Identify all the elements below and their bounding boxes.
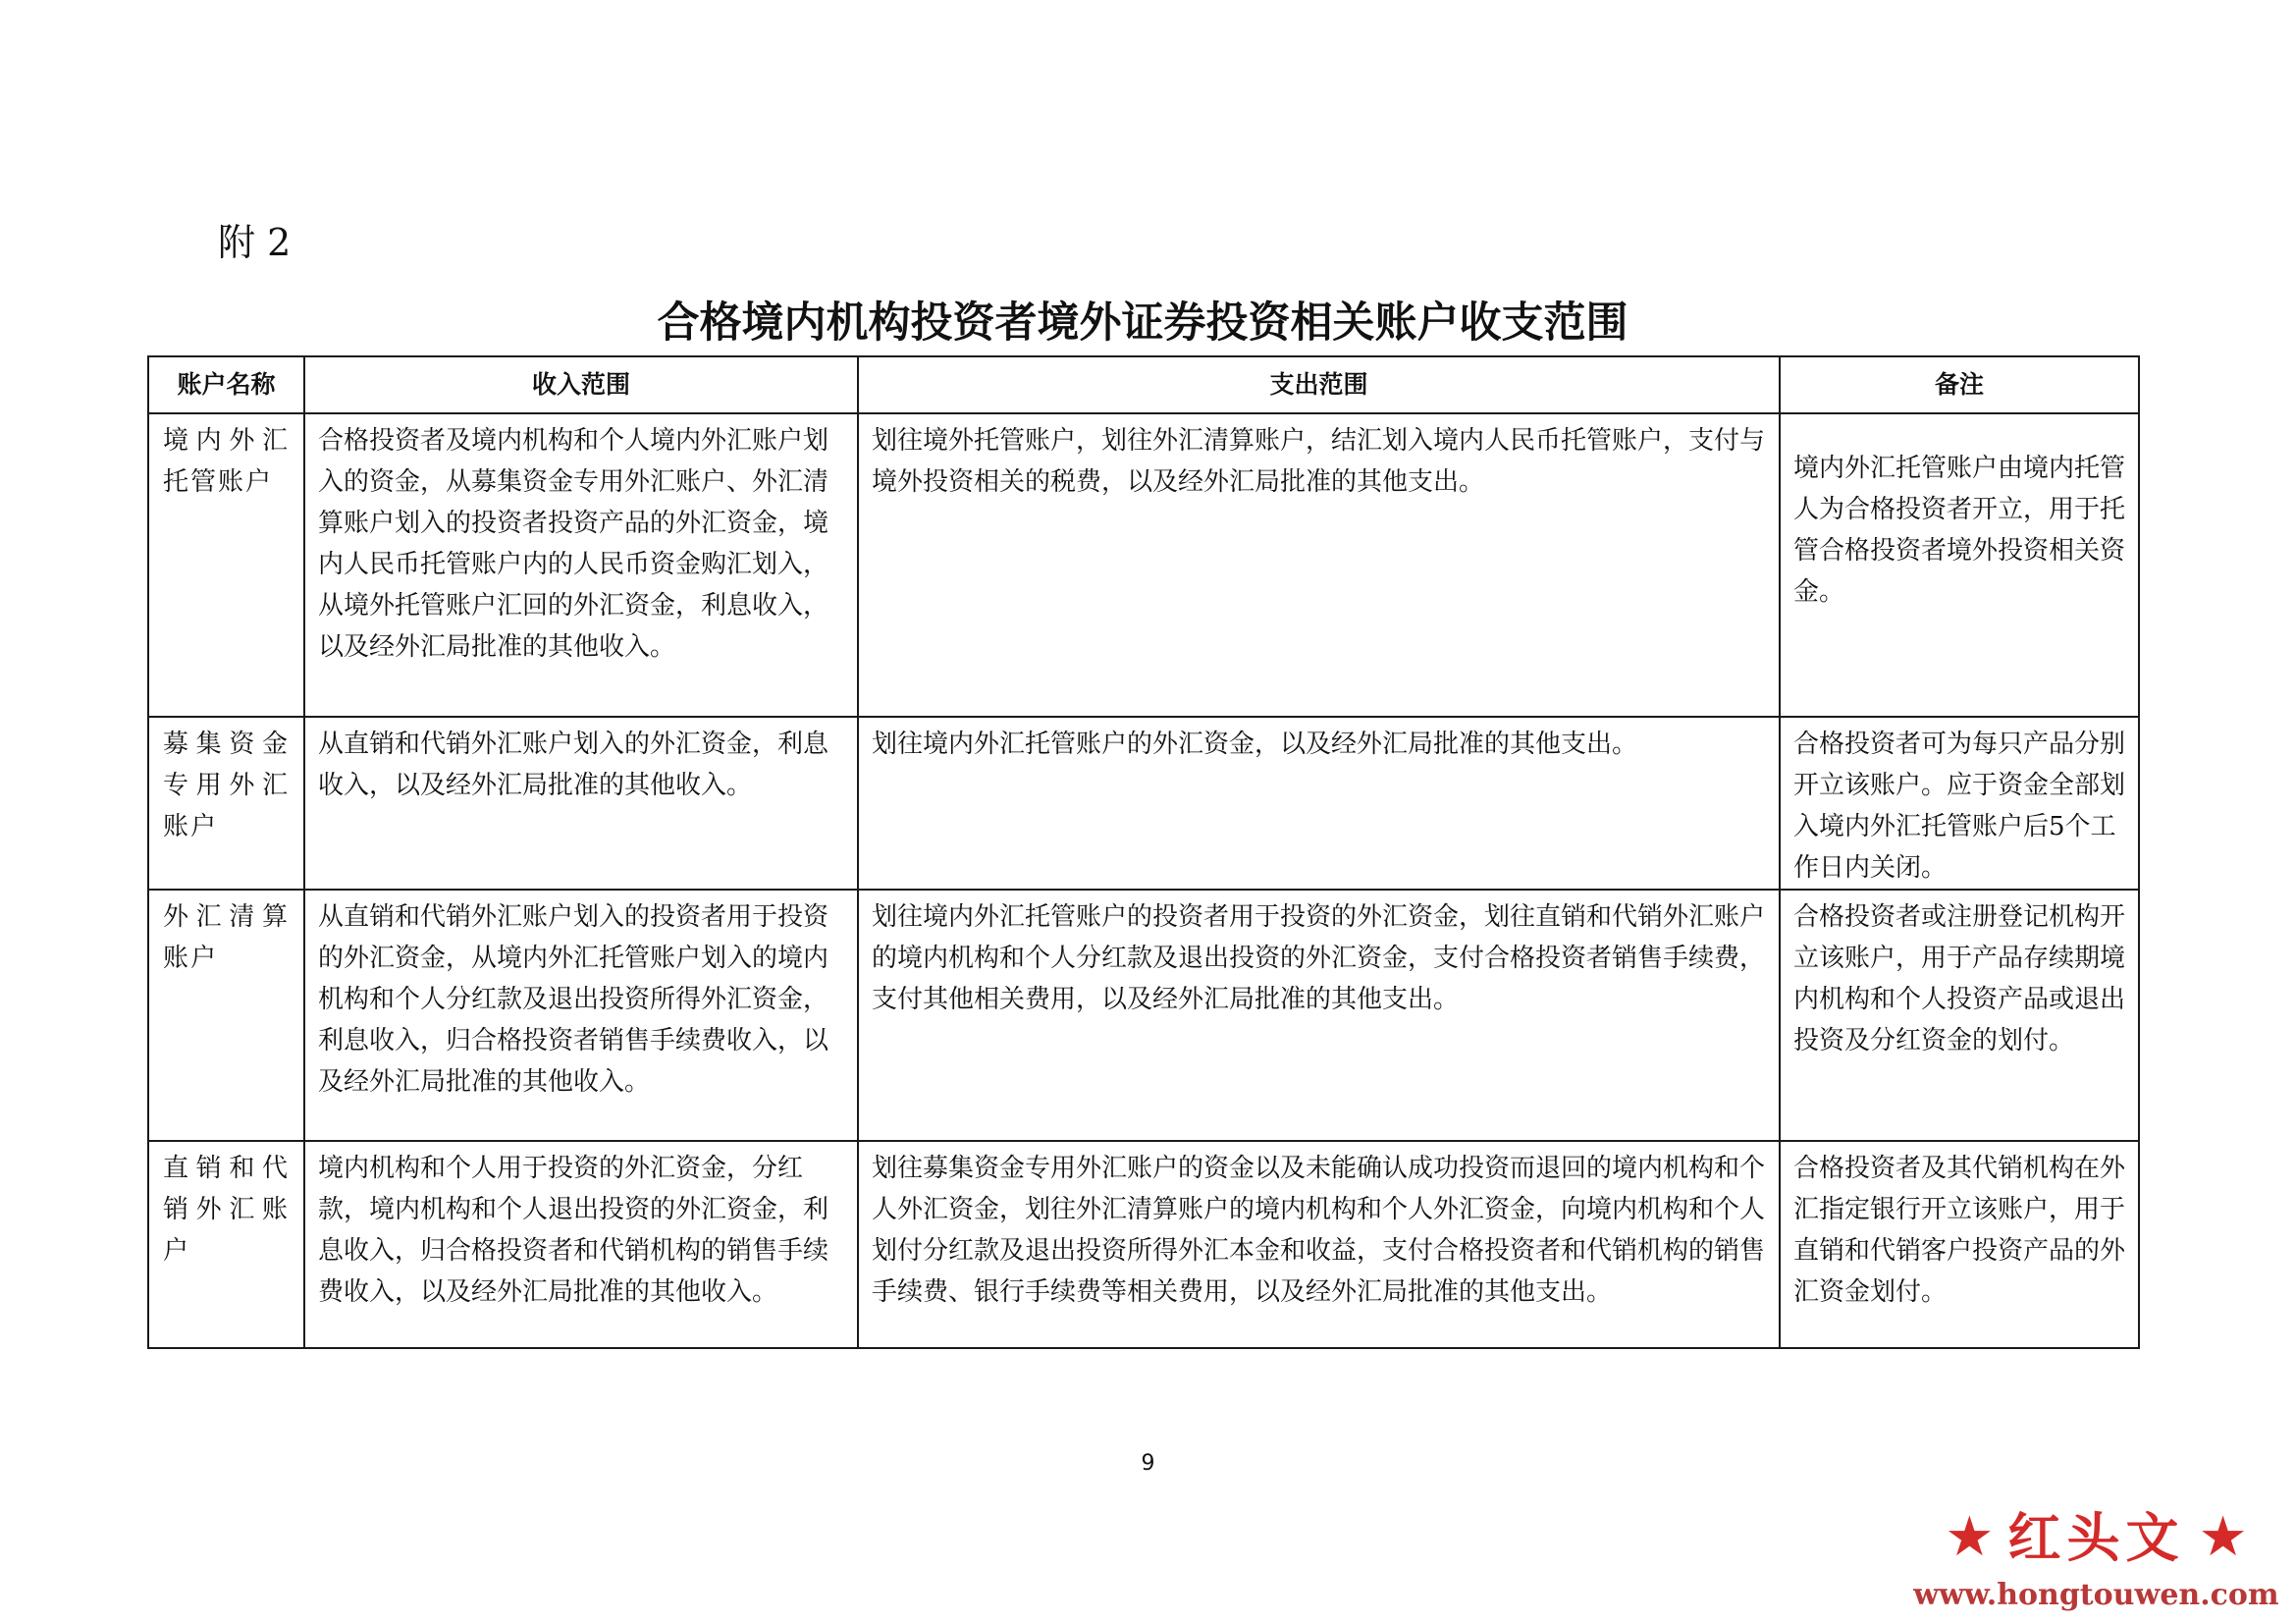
annex-label: 附 2: [218, 221, 292, 264]
header-income-scope: 收入范围: [304, 356, 858, 413]
watermark-url: www.hongtouwen.com: [1913, 1578, 2279, 1612]
income-cell: 境内机构和个人用于投资的外汇资金，分红款，境内机构和个人退出投资的外汇资金，利息收入，归合格投资者和代销机构的销售手续费收入，以及经外汇局批准的其他收入。: [304, 1141, 858, 1348]
page-number: 9: [1141, 1451, 1155, 1476]
watermark-title: [1902, 1504, 2290, 1571]
income-cell: 从直销和代销外汇账户划入的投资者用于投资的外汇资金，从境内外汇托管账户划入的境内机构和个人分红款及退出投资所得外汇资金，利息收入，归合格投资者销售手续费收入，以及经外汇局批准的其他收入。: [304, 890, 858, 1141]
watermark-logo: [1902, 1504, 2290, 1620]
header-notes: 备注: [1780, 356, 2139, 413]
table-header-row: [148, 356, 2139, 413]
page-title: 合格境内机构投资者境外证券投资相关账户收支范围: [657, 298, 1629, 348]
account-scope-table: [147, 355, 2140, 1349]
account-name-cell: 外汇清算账户: [148, 890, 304, 1141]
income-cell: 合格投资者及境内机构和个人境内外汇账户划入的资金，从募集资金专用外汇账户、外汇清算账户划入的投资者投资产品的外汇资金，境内人民币托管账户内的人民币资金购汇划入，从境外托管账户汇回的外汇资金，利息收入，以及经外汇局批准的其他收入。: [304, 413, 858, 717]
expense-cell: 划往境内外汇托管账户的投资者用于投资的外汇资金，划往直销和代销外汇账户的境内机构和个人分红款及退出投资的外汇资金，支付合格投资者销售手续费，支付其他相关费用，以及经外汇局批准的其他支出。: [858, 890, 1780, 1141]
account-name-cell: 募集资金专用外汇账户: [148, 717, 304, 890]
income-cell: 从直销和代销外汇账户划入的外汇资金，利息收入，以及经外汇局批准的其他收入。: [304, 717, 858, 890]
account-name-cell: 直销和代销外汇账户: [148, 1141, 304, 1348]
star-icon: ★: [1945, 1505, 1995, 1569]
expense-cell: 划往募集资金专用外汇账户的资金以及未能确认成功投资而退回的境内机构和个人外汇资金，划往外汇清算账户的境内机构和个人外汇资金，向境内机构和个人划付分红款及退出投资所得外汇本金和收益，支付合格投资者和代销机构的销售手续费、银行手续费等相关费用，以及经外汇局批准的其他支出。: [858, 1141, 1780, 1348]
star-icon: ★: [2198, 1505, 2248, 1569]
header-expense-scope: 支出范围: [858, 356, 1780, 413]
account-name-cell: 境内外汇托管账户: [148, 413, 304, 717]
notes-cell: 合格投资者可为每只产品分别开立该账户。应于资金全部划入境内外汇托管账户后5个工作日内关闭。: [1780, 717, 2139, 890]
header-account-name: 账户名称: [148, 356, 304, 413]
table-row: [148, 717, 2139, 890]
table-row: [148, 890, 2139, 1141]
watermark-text: 红头文: [2007, 1506, 2185, 1569]
notes-cell: 境内外汇托管账户由境内托管人为合格投资者开立，用于托管合格投资者境外投资相关资金。: [1780, 413, 2139, 717]
expense-cell: 划往境外托管账户，划往外汇清算账户，结汇划入境内人民币托管账户，支付与境外投资相关的税费，以及经外汇局批准的其他支出。: [858, 413, 1780, 717]
notes-cell: 合格投资者或注册登记机构开立该账户，用于产品存续期境内机构和个人投资产品或退出投资及分红资金的划付。: [1780, 890, 2139, 1141]
table-row: [148, 1141, 2139, 1348]
expense-cell: 划往境内外汇托管账户的外汇资金，以及经外汇局批准的其他支出。: [858, 717, 1780, 890]
notes-cell: 合格投资者及其代销机构在外汇指定银行开立该账户，用于直销和代销客户投资产品的外汇资金划付。: [1780, 1141, 2139, 1348]
table-row: [148, 413, 2139, 717]
